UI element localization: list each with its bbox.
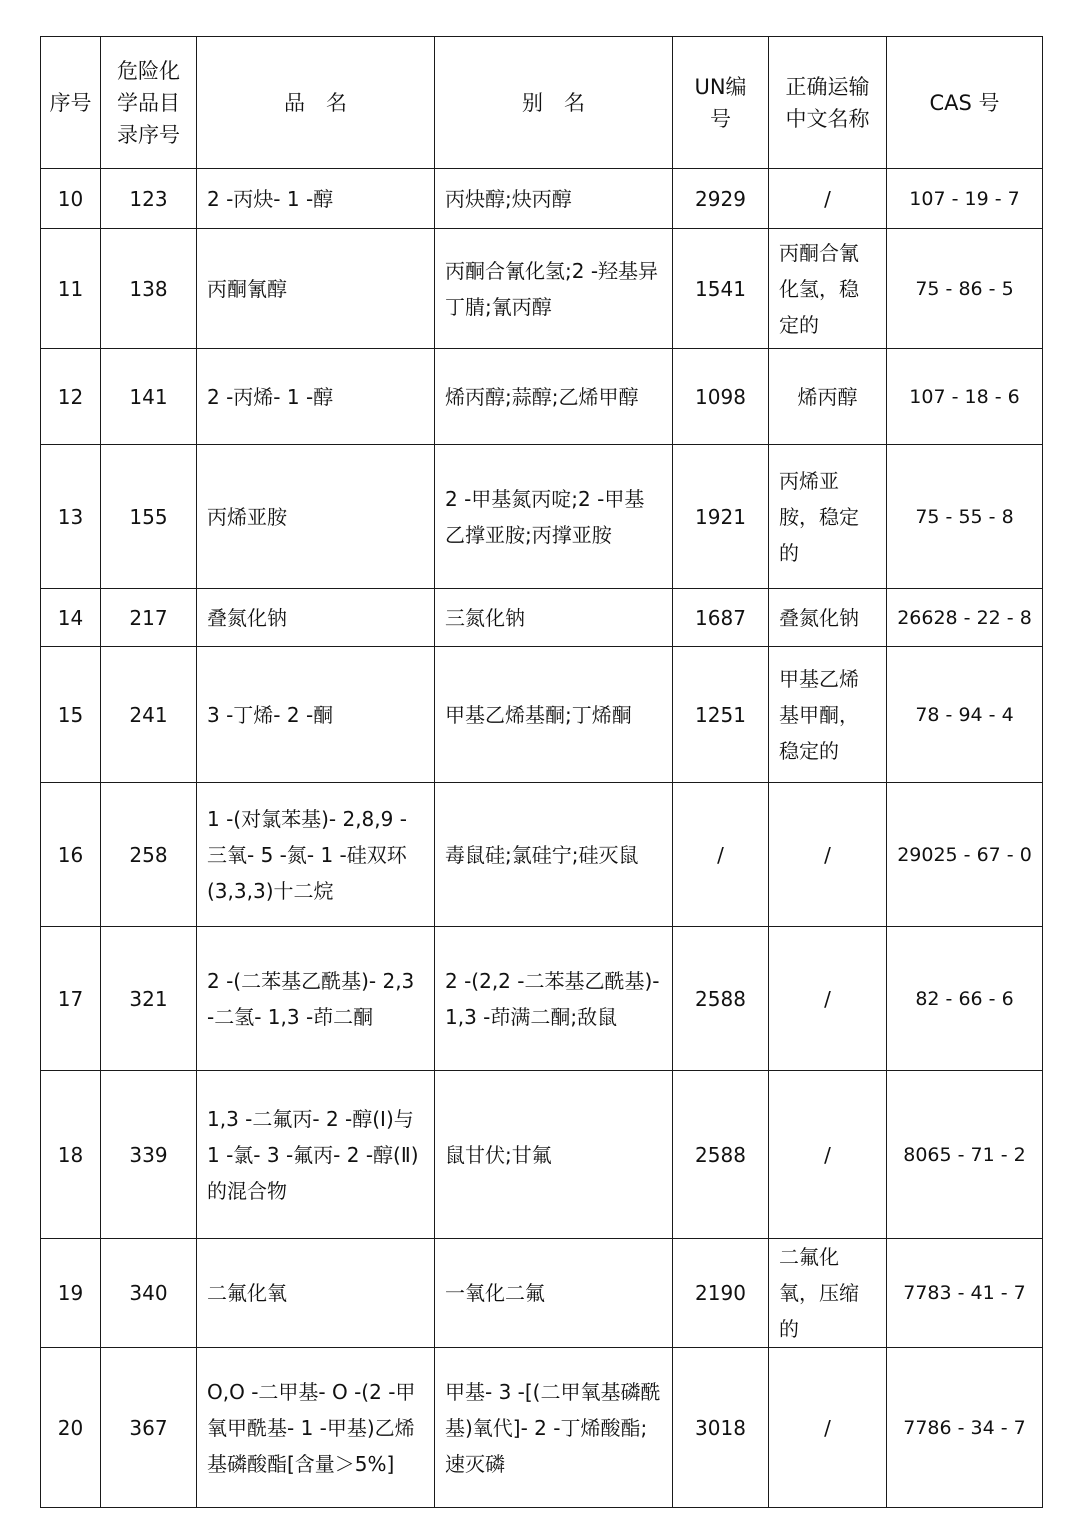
cell-seq: 12 [41,349,101,445]
cell-un: 2929 [673,169,769,229]
cell-name: 丙酮氰醇 [197,229,435,349]
cell-catalog-no: 339 [101,1071,197,1239]
cell-cas: 29025 - 67 - 0 [887,783,1043,927]
cell-cas: 78 - 94 - 4 [887,647,1043,783]
table-row [41,927,1043,1071]
cell-alias: 丙炔醇;炔丙醇 [435,169,673,229]
cell-seq: 18 [41,1071,101,1239]
cell-un: 1687 [673,589,769,647]
cell-seq: 14 [41,589,101,647]
cell-cas: 107 - 19 - 7 [887,169,1043,229]
cell-catalog-no: 217 [101,589,197,647]
table-row [41,349,1043,445]
cell-catalog-no: 340 [101,1239,197,1348]
cell-un: 2190 [673,1239,769,1348]
cell-transport-name: / [769,927,887,1071]
cell-seq: 20 [41,1348,101,1508]
cell-transport-name: 丙烯亚胺，稳定的 [769,445,887,589]
cell-alias: 烯丙醇;蒜醇;乙烯甲醇 [435,349,673,445]
cell-name: 二氟化氧 [197,1239,435,1348]
table-row [41,229,1043,349]
cell-catalog-no: 258 [101,783,197,927]
cell-name: 3 -丁烯- 2 -酮 [197,647,435,783]
cell-catalog-no: 155 [101,445,197,589]
cell-un: 1541 [673,229,769,349]
cell-un: 3018 [673,1348,769,1508]
header-row [41,37,1043,169]
cell-seq: 17 [41,927,101,1071]
cell-name: 1,3 -二氟丙- 2 -醇(Ⅰ)与 1 -氯- 3 -氟丙- 2 -醇(Ⅱ)的混合物 [197,1071,435,1239]
cell-cas: 75 - 86 - 5 [887,229,1043,349]
cell-cas: 75 - 55 - 8 [887,445,1043,589]
table-row [41,647,1043,783]
cell-alias: 甲基- 3 -[(二甲氧基磷酰基)氧代]- 2 -丁烯酸酯;速灭磷 [435,1348,673,1508]
cell-transport-name: 甲基乙烯基甲酮，稳定的 [769,647,887,783]
cell-cas: 107 - 18 - 6 [887,349,1043,445]
cell-catalog-no: 123 [101,169,197,229]
cell-alias: 甲基乙烯基酮;丁烯酮 [435,647,673,783]
cell-un: 1921 [673,445,769,589]
header-un: UN编号 [673,37,769,169]
cell-catalog-no: 138 [101,229,197,349]
cell-name: 1 -(对氯苯基)- 2,8,9 -三氧- 5 -氮- 1 -硅双环(3,3,3)十二烷 [197,783,435,927]
cell-cas: 7786 - 34 - 7 [887,1348,1043,1508]
chemical-table-container [40,36,1042,1508]
cell-transport-name: 丙酮合氰化氢，稳定的 [769,229,887,349]
cell-transport-name: 叠氮化钠 [769,589,887,647]
table-row [41,1239,1043,1348]
cell-transport-name: / [769,1071,887,1239]
cell-name: 2 -丙炔- 1 -醇 [197,169,435,229]
cell-seq: 16 [41,783,101,927]
cell-alias: 2 -(2,2 -二苯基乙酰基)- 1,3 -茚满二酮;敌鼠 [435,927,673,1071]
cell-name: 2 -(二苯基乙酰基)- 2,3 -二氢- 1,3 -茚二酮 [197,927,435,1071]
table-row [41,589,1043,647]
cell-alias: 2 -甲基氮丙啶;2 -甲基乙撑亚胺;丙撑亚胺 [435,445,673,589]
cell-seq: 13 [41,445,101,589]
table-row [41,1348,1043,1508]
cell-catalog-no: 141 [101,349,197,445]
table-row [41,169,1043,229]
cell-un: 1098 [673,349,769,445]
header-catalog-no: 危险化学品目录序号 [101,37,197,169]
header-seq: 序号 [41,37,101,169]
cell-alias: 毒鼠硅;氯硅宁;硅灭鼠 [435,783,673,927]
cell-un: 2588 [673,1071,769,1239]
cell-un: 2588 [673,927,769,1071]
header-transport-name: 正确运输中文名称 [769,37,887,169]
cell-name: 叠氮化钠 [197,589,435,647]
cell-alias: 三氮化钠 [435,589,673,647]
table-row [41,1071,1043,1239]
cell-alias: 一氧化二氟 [435,1239,673,1348]
cell-alias: 丙酮合氰化氢;2 -羟基异丁腈;氰丙醇 [435,229,673,349]
cell-un: / [673,783,769,927]
cell-name: 2 -丙烯- 1 -醇 [197,349,435,445]
cell-un: 1251 [673,647,769,783]
cell-catalog-no: 321 [101,927,197,1071]
cell-transport-name: / [769,783,887,927]
cell-transport-name: / [769,169,887,229]
cell-seq: 19 [41,1239,101,1348]
cell-name: O,O -二甲基- O -(2 -甲氧甲酰基- 1 -甲基)乙烯基磷酸酯[含量＞5%] [197,1348,435,1508]
cell-alias: 鼠甘伏;甘氟 [435,1071,673,1239]
cell-seq: 10 [41,169,101,229]
cell-catalog-no: 367 [101,1348,197,1508]
table-row [41,445,1043,589]
header-cas: CAS 号 [887,37,1043,169]
header-name: 品 名 [197,37,435,169]
cell-catalog-no: 241 [101,647,197,783]
cell-transport-name: 二氟化氧，压缩的 [769,1239,887,1348]
header-alias: 别 名 [435,37,673,169]
cell-cas: 7783 - 41 - 7 [887,1239,1043,1348]
cell-seq: 11 [41,229,101,349]
cell-cas: 8065 - 71 - 2 [887,1071,1043,1239]
cell-transport-name: / [769,1348,887,1508]
cell-cas: 82 - 66 - 6 [887,927,1043,1071]
cell-cas: 26628 - 22 - 8 [887,589,1043,647]
hazardous-chemicals-table [40,36,1043,1508]
table-row [41,783,1043,927]
cell-seq: 15 [41,647,101,783]
cell-transport-name: 烯丙醇 [769,349,887,445]
cell-name: 丙烯亚胺 [197,445,435,589]
